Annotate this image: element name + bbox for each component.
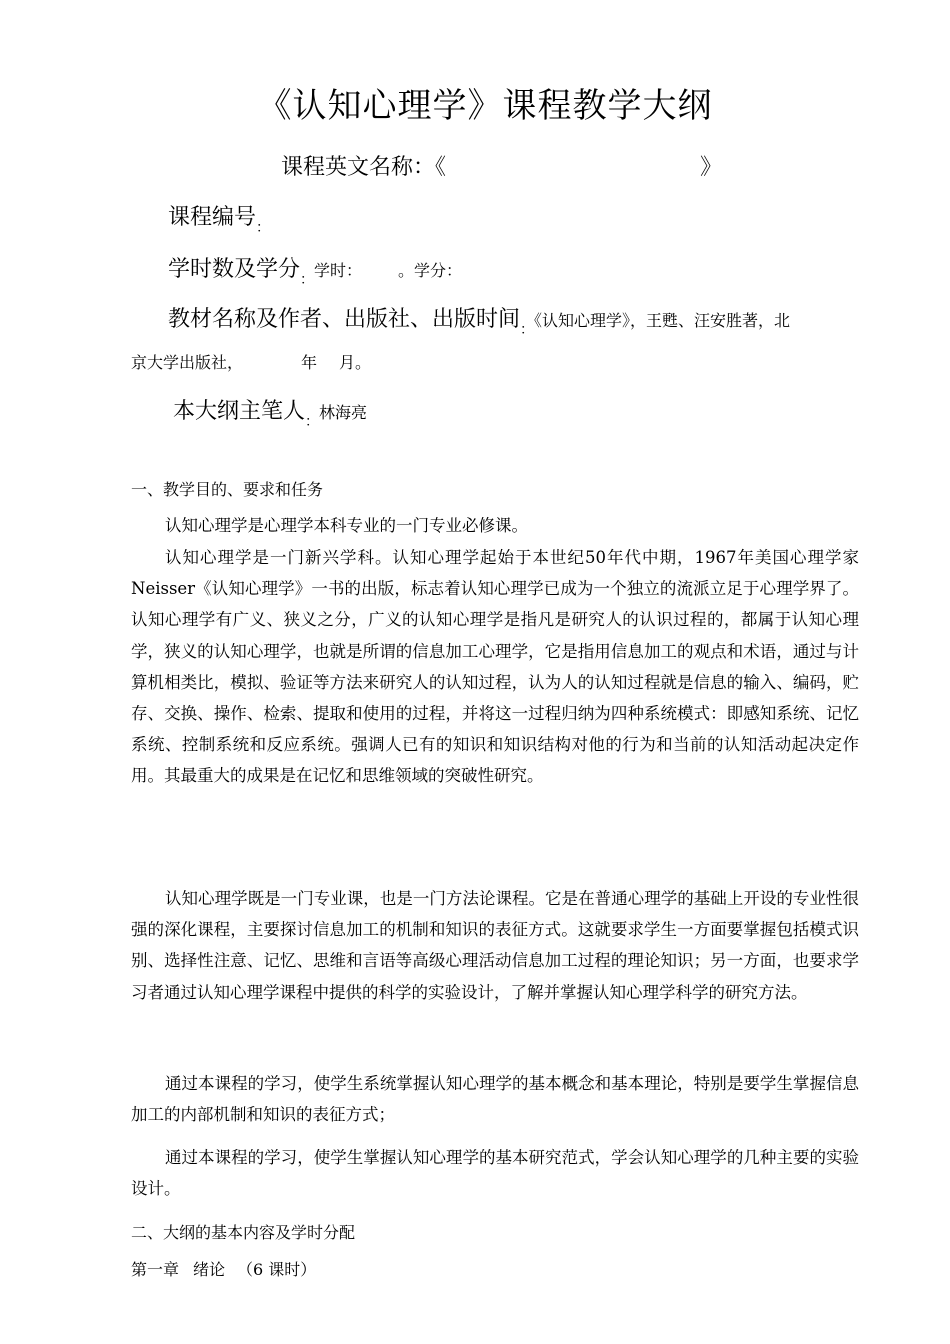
publish-year: 年 [301, 353, 318, 372]
hours-value: 学时： [314, 261, 363, 280]
publisher: 京大学出版社， [131, 353, 244, 372]
chapter-name: 绪论 [193, 1260, 226, 1279]
chapter-1-heading [131, 1257, 316, 1280]
author-label: 本大纲主笔人 [173, 399, 306, 424]
textbook-colon: ： [520, 322, 535, 338]
publish-month: 月。 [339, 353, 372, 372]
author-value: 林海亮 [319, 403, 368, 422]
course-code-line [168, 200, 271, 236]
paragraph-2: 认知心理学是一门新兴学科。认知心理学起始于本世纪50年代中期，1967年美国心理学家 Neisser《认知心理学》一书的出版，标志着认知心理学已成为一个独立的流派立足于心理学界了。认知心理学有广义、狭义之分，广义的认知心理学是指凡是研究人的认识过程的，都属于认知心理学，狭义的认知心理学，也就是所谓的信息加工心理学，它是指用信息加工的观点和术语，通过与计算机相类比，模拟、验证等方法来研究人的认知过程，认为人的认知过程就是信息的输入、编码，贮存、交换、操作、检索、提取和使用的过程，并将这一过程归纳为四种系统模式：即感知系统、记忆系统、控制系统和反应系统。强调人已有的知识和知识结构对他的行为和当前的认知活动起决定作用。其最重大的成果是在记忆和思维领域的突破性研究。 [131, 548, 859, 786]
paragraph-3: 认知心理学既是一门专业课，也是一门方法论课程。它是在普通心理学的基础上开设的专业性很强的深化课程，主要探讨信息加工的机制和知识的表征方式。这就要求学生一方面要掌握包括模式识别、选择性注意、记忆、思维和言语等高级心理活动信息加工过程的理论知识；另一方面，也要求学习者通过认知心理学课程中提供的科学的实验设计，了解并掌握认知心理学科学的研究方法。 [131, 889, 859, 1002]
english-name-label: 课程英文名称：《 [281, 155, 447, 180]
textbook-label: 教材名称及作者、出版社、出版时间 [168, 307, 521, 332]
chapter-number: 第一章 [131, 1260, 180, 1279]
section-heading-2: 二、大纲的基本内容及学时分配 [131, 1223, 356, 1242]
paragraph-4: 通过本课程的学习，使学生系统掌握认知心理学的基本概念和基本理论，特别是要学生掌握信息加工的内部机制和知识的表征方式； [131, 1074, 859, 1125]
author-line [173, 394, 368, 430]
hours-label: 学时数及学分 [168, 257, 301, 282]
textbook-line-2 [131, 350, 371, 373]
course-code-colon: ： [256, 220, 271, 236]
paragraph-1: 认知心理学是心理学本科专业的一门专业必修课。 [165, 516, 528, 535]
author-colon: ： [305, 414, 320, 430]
hours-colon: ： [300, 272, 315, 288]
paragraph-5: 通过本课程的学习，使学生掌握认知心理学的基本研究范式，学会认知心理学的几种主要的实验设计。 [131, 1148, 859, 1199]
course-code-label: 课程编号 [168, 205, 257, 230]
chapter-hours: （6 课时） [237, 1260, 317, 1279]
textbook-value: 《认知心理学》，王甦、汪安胜著，北 [534, 311, 791, 330]
textbook-line [168, 302, 791, 338]
hours-credit-line [168, 252, 463, 288]
credit-value: 。学分： [398, 261, 463, 280]
section-heading-1: 一、教学目的、要求和任务 [131, 480, 324, 499]
document-title: 《认知心理学》课程教学大纲 [257, 86, 713, 126]
english-name-close: 》 [700, 155, 723, 180]
